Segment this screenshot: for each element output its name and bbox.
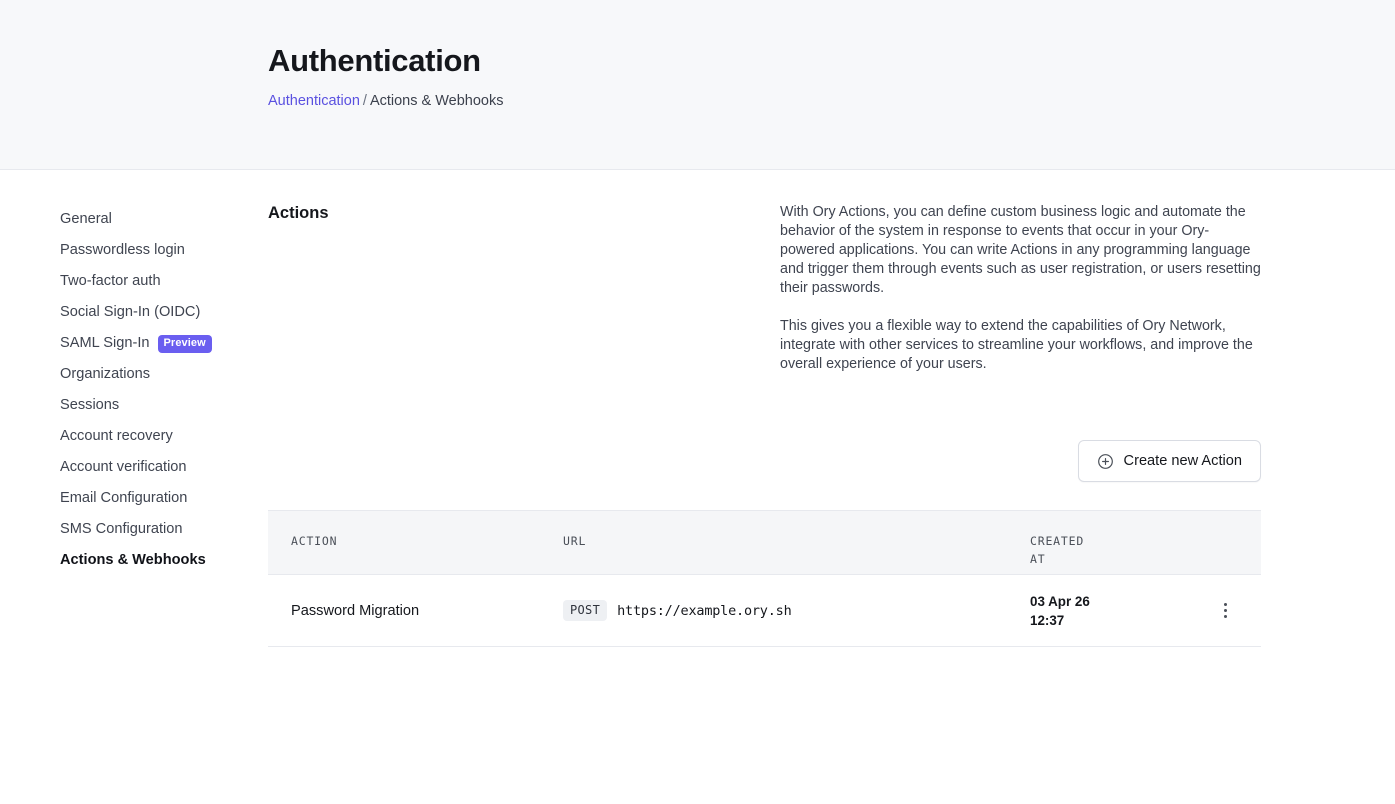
sidebar-item-label: Social Sign-In (OIDC) [60, 304, 201, 320]
sidebar-item-general[interactable] [60, 204, 250, 235]
create-new-action-label: Create new Action [1123, 453, 1242, 469]
sidebar-item-label: Account verification [60, 459, 187, 475]
column-header-created-at-line1: CREATED [1030, 534, 1085, 548]
kebab-dot [1224, 615, 1227, 618]
sidebar-item-organizations[interactable] [60, 359, 250, 390]
sidebar-item-label: Account recovery [60, 428, 173, 444]
sidebar-item-sessions[interactable] [60, 390, 250, 421]
sidebar-item-passwordless-login[interactable] [60, 235, 250, 266]
header-content [268, 42, 503, 111]
kebab-dot [1224, 609, 1227, 612]
sidebar-item-saml-sign-in[interactable] [60, 328, 250, 359]
page-title: Authentication [268, 43, 481, 78]
cell-row-menu [1190, 597, 1261, 624]
plus-circle-icon [1097, 453, 1114, 470]
sidebar-item-label: Sessions [60, 397, 120, 413]
created-date: 03 Apr 26 [1030, 593, 1090, 609]
preview-badge: Preview [158, 335, 212, 353]
description-paragraph-2: This gives you a flexible way to extend the capabilities of Ory Network, integrate with other services to streamline your workflows, and improve the overall experience of your users. [780, 318, 1253, 372]
cell-action-name: Password Migration [291, 602, 420, 619]
section-title: Actions [268, 204, 329, 222]
sidebar-item-email-configuration[interactable] [60, 483, 250, 514]
column-header-created-at [1030, 532, 1190, 568]
row-more-options-icon[interactable] [1214, 597, 1237, 624]
sidebar-item-account-recovery[interactable] [60, 421, 250, 452]
http-method-badge: POST [563, 600, 607, 621]
url-text: https://example.ory.sh [617, 602, 792, 619]
breadcrumb [268, 93, 503, 110]
cell-created-at [1030, 592, 1190, 630]
breadcrumb-current: Actions & Webhooks [369, 93, 504, 110]
page-body [0, 170, 1395, 804]
column-header-url: URL [563, 534, 587, 548]
page-header [0, 0, 1395, 170]
column-header-action: ACTION [291, 534, 338, 548]
created-time: 12:37 [1030, 612, 1065, 628]
sidebar-item-label: Actions & Webhooks [60, 552, 206, 568]
sidebar-item-sms-configuration[interactable] [60, 514, 250, 545]
sidebar-item-social-sign-in-oidc[interactable] [60, 297, 250, 328]
sidebar-item-label: Passwordless login [60, 242, 185, 258]
sidebar-item-account-verification[interactable] [60, 452, 250, 483]
kebab-dot [1224, 603, 1227, 606]
sidebar-item-label: Organizations [60, 366, 151, 382]
table-row[interactable] [268, 575, 1261, 647]
sidebar-item-label: General [60, 211, 112, 227]
sidebar-item-label: SMS Configuration [60, 521, 183, 537]
cell-url [563, 600, 1030, 621]
description-paragraph-1: With Ory Actions, you can define custom business logic and automate the behavior of the system in response to events that occur in your Ory-powered applications. You can write Actions in any programming language and trigger them through events such as user registration, or users resetting their passwords. [780, 204, 1261, 296]
actions-description [780, 203, 1261, 374]
actions-table [268, 510, 1261, 647]
settings-sidebar [60, 204, 250, 576]
breadcrumb-separator: / [362, 93, 367, 110]
table-header-row [268, 510, 1261, 575]
create-new-action-button[interactable] [1078, 440, 1261, 482]
sidebar-item-label: Email Configuration [60, 490, 188, 506]
sidebar-item-label: SAML Sign-In [60, 335, 150, 351]
sidebar-item-actions-webhooks[interactable] [60, 545, 250, 576]
sidebar-item-label: Two-factor auth [60, 273, 161, 289]
breadcrumb-link-authentication[interactable]: Authentication [268, 93, 360, 110]
column-header-created-at-line2: AT [1030, 552, 1046, 566]
sidebar-item-two-factor-auth[interactable] [60, 266, 250, 297]
